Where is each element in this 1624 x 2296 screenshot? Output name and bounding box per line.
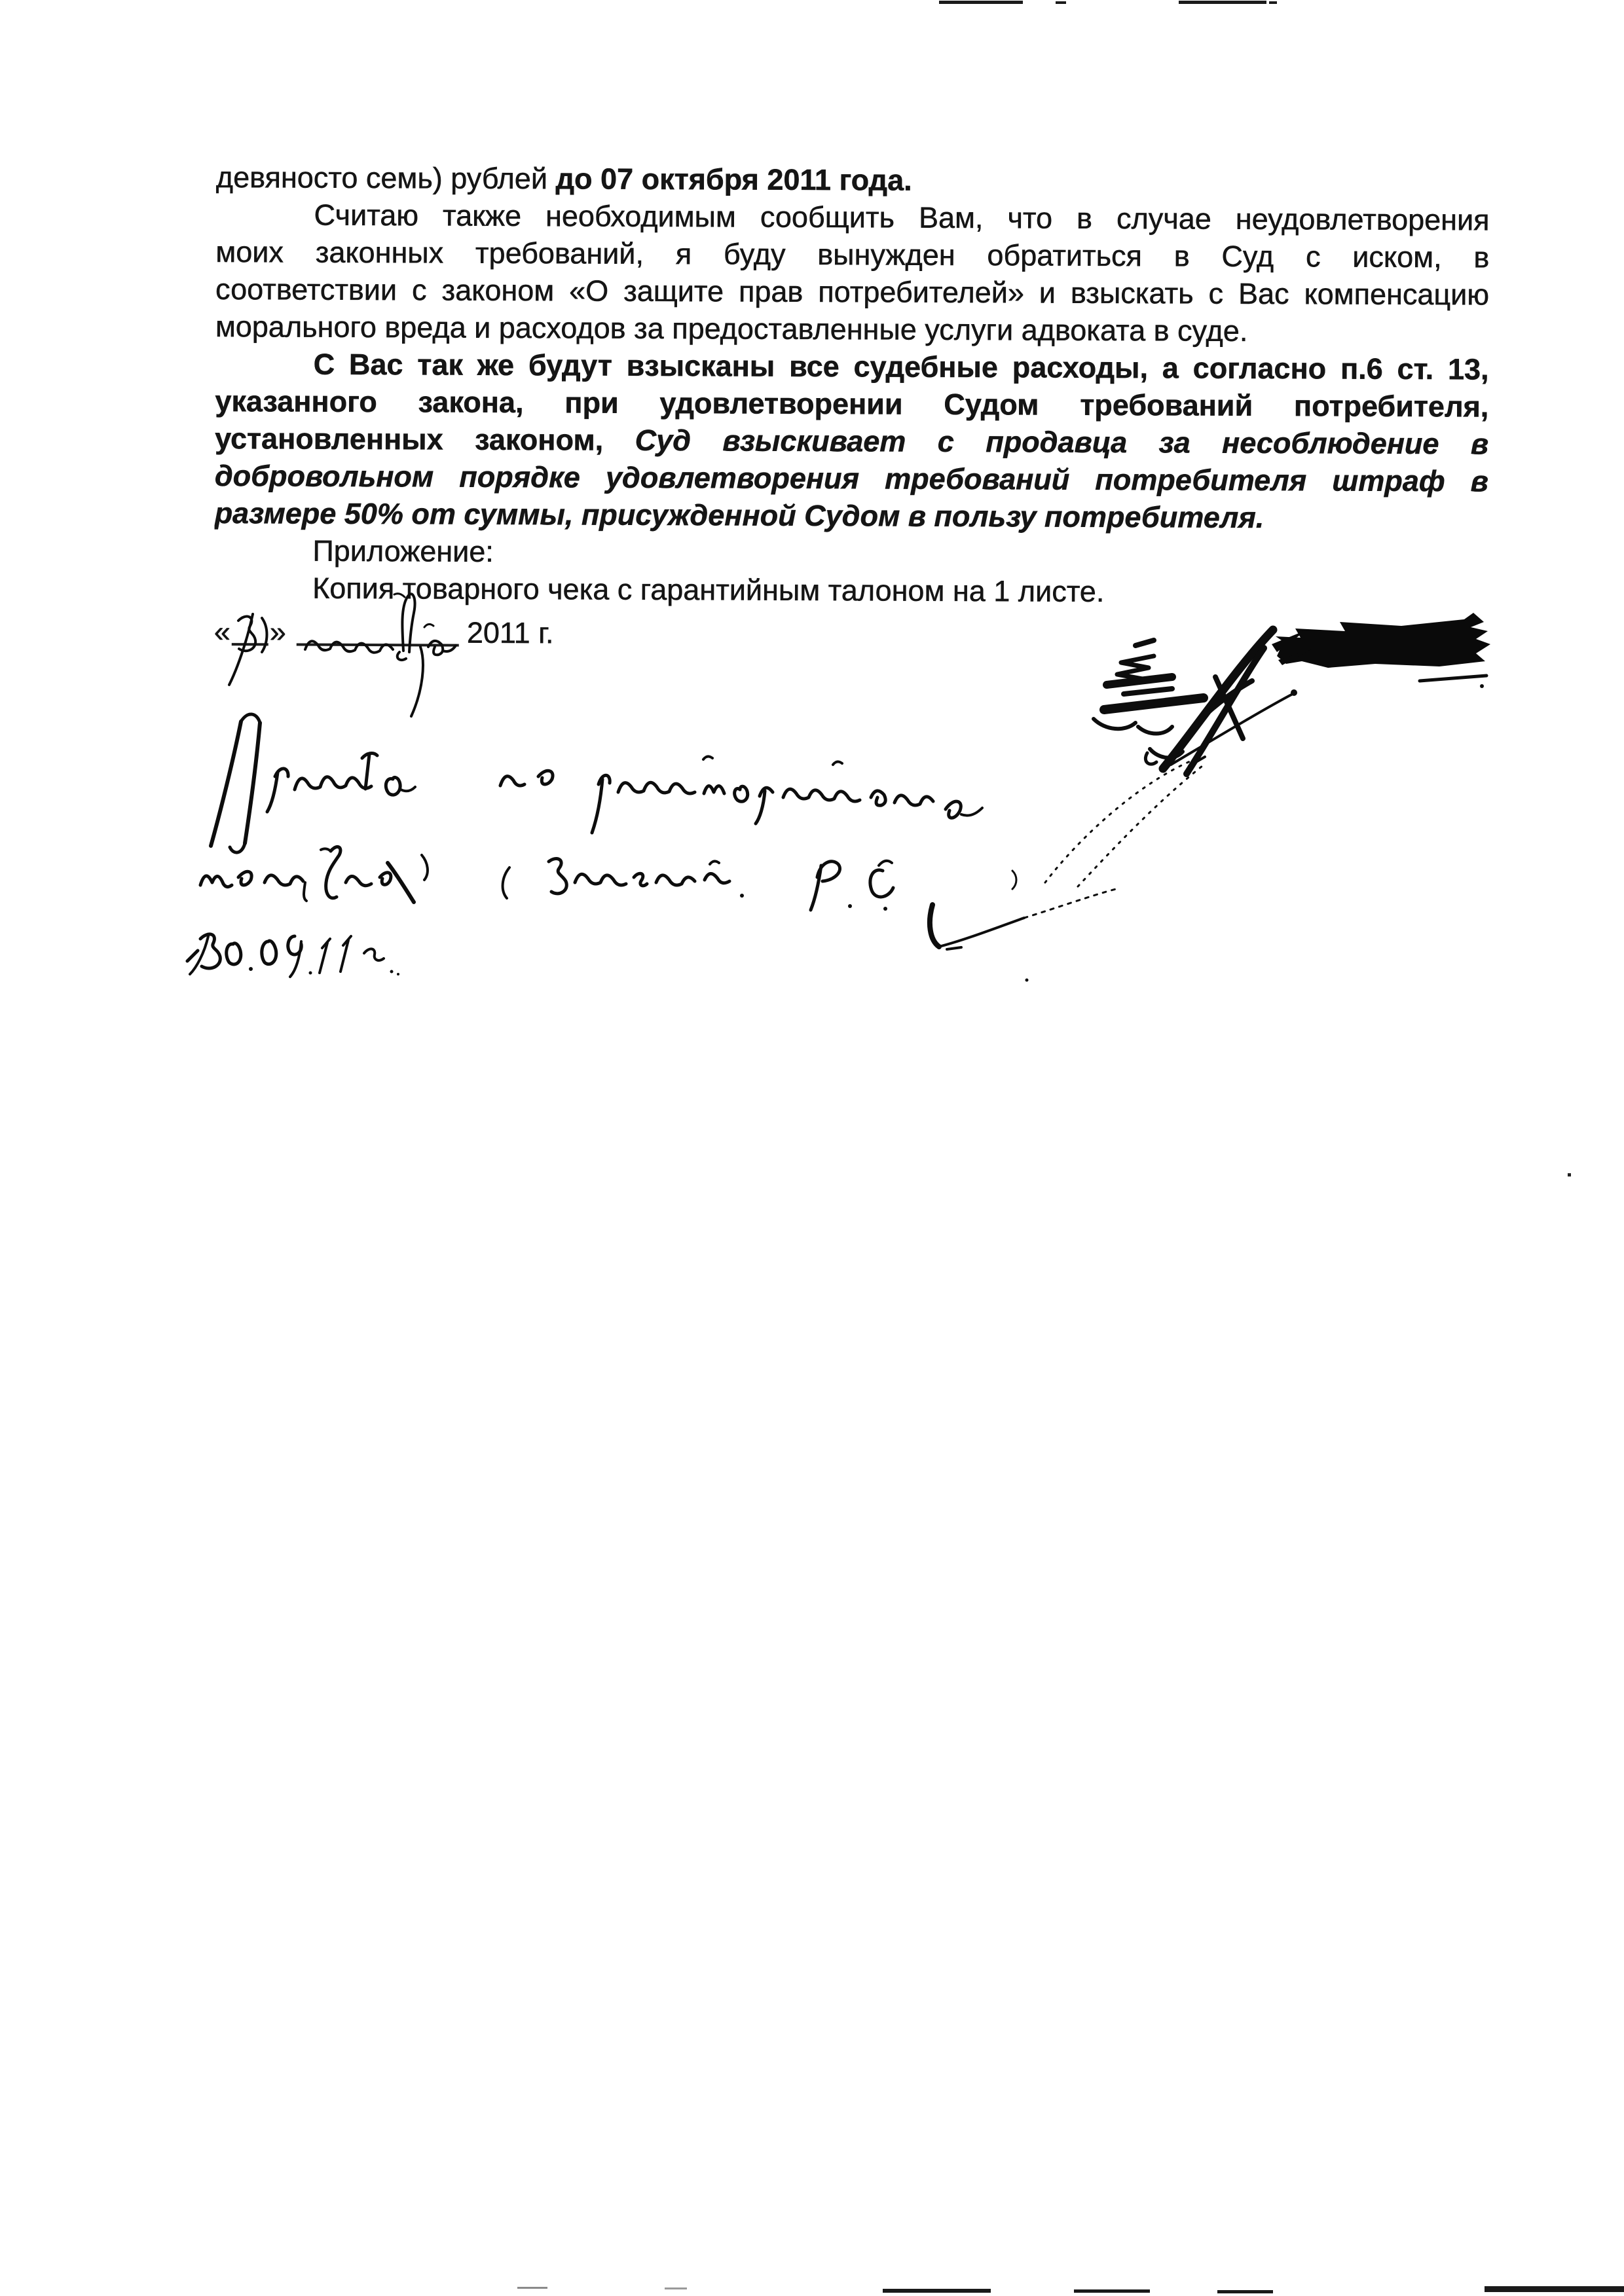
text-segment: указанного закона, при удовлетворении Судом требований потребителя, bbox=[215, 384, 1489, 424]
text-segment: соответствии с законом «О защите прав потребителей» и взыскать с Вас компенсацию bbox=[215, 272, 1490, 312]
scan-artifact-dot bbox=[1568, 1173, 1571, 1176]
date-day-blank bbox=[232, 619, 268, 646]
resolution-note-line1 bbox=[211, 714, 982, 852]
text-segment: Суд взыскивает с продавца за несоблюдение в bbox=[635, 423, 1489, 461]
date-month-blank bbox=[297, 620, 459, 647]
date-line bbox=[214, 613, 1488, 657]
paragraph-p4-attachment-header bbox=[214, 532, 1488, 574]
scan-artifact-top-dash bbox=[939, 1, 1023, 4]
date-close-quote: » bbox=[269, 615, 287, 649]
document-lines bbox=[214, 158, 1490, 611]
text-line bbox=[215, 420, 1488, 462]
resolution-note-line2 bbox=[200, 847, 893, 911]
scan-artifact-bottom-dash bbox=[883, 2289, 991, 2293]
paragraph-p2-claim-warning bbox=[215, 196, 1490, 350]
text-segment: С Вас так же будут взысканы все судебные расходы, а согласно п.6 ст. 13, bbox=[313, 347, 1489, 386]
scan-artifact-top-speck bbox=[1269, 1, 1277, 4]
paragraph-p3-court-costs bbox=[215, 345, 1489, 537]
text-segment: до 07 октября 2011 года. bbox=[555, 162, 912, 197]
text-line bbox=[216, 158, 1490, 201]
text-segment: Копия товарного чека с гарантийным талоном на 1 листе. bbox=[312, 571, 1105, 608]
text-segment: морального вреда и расходов за предоставленные услуги адвоката в суде. bbox=[215, 309, 1248, 348]
text-line bbox=[216, 196, 1490, 238]
text-line bbox=[215, 270, 1489, 313]
text-line bbox=[214, 532, 1488, 574]
text-segment: добровольном порядке удовлетворения требований потребителя штраф в bbox=[214, 458, 1488, 498]
scan-artifact-bottom-speck bbox=[665, 2287, 687, 2289]
document-text bbox=[214, 158, 1490, 657]
paragraph-p5-attachment-item bbox=[214, 569, 1488, 611]
text-line bbox=[215, 457, 1488, 500]
date-year-text: 2011 г. bbox=[466, 615, 554, 650]
text-line bbox=[215, 345, 1489, 388]
scan-artifact-bottom-dash bbox=[1485, 2286, 1624, 2292]
text-segment: Приложение: bbox=[312, 534, 494, 568]
text-line bbox=[215, 308, 1489, 350]
scan-artifact-top-speck bbox=[1056, 1, 1066, 4]
text-line bbox=[215, 233, 1489, 276]
text-segment: девяносто семь) рублей bbox=[215, 160, 556, 196]
text-line bbox=[215, 382, 1488, 425]
scan-artifact-bottom-speck bbox=[517, 2287, 547, 2289]
signature-flourish bbox=[930, 757, 1205, 982]
text-line bbox=[215, 494, 1488, 537]
text-segment: Считаю также необходимым сообщить Вам, что в случае неудовлетворения bbox=[314, 198, 1490, 237]
text-segment: моих законных требований, я буду вынужден обратиться в Суд с иском, в bbox=[215, 234, 1490, 274]
resolution-note-line3 bbox=[187, 934, 399, 977]
paragraph-p1-continuation bbox=[216, 158, 1490, 201]
scan-artifact-top-dash bbox=[1179, 1, 1266, 4]
text-segment: размере 50% от суммы, присужденной Судом в пользу потребителя. bbox=[214, 496, 1264, 534]
text-line bbox=[214, 569, 1488, 611]
date-open-quote: « bbox=[213, 614, 231, 649]
text-segment: установленных законом, bbox=[215, 421, 635, 457]
scan-artifact-bottom-dash bbox=[1217, 2290, 1273, 2293]
scan-artifact-bottom-dash bbox=[1074, 2289, 1150, 2293]
